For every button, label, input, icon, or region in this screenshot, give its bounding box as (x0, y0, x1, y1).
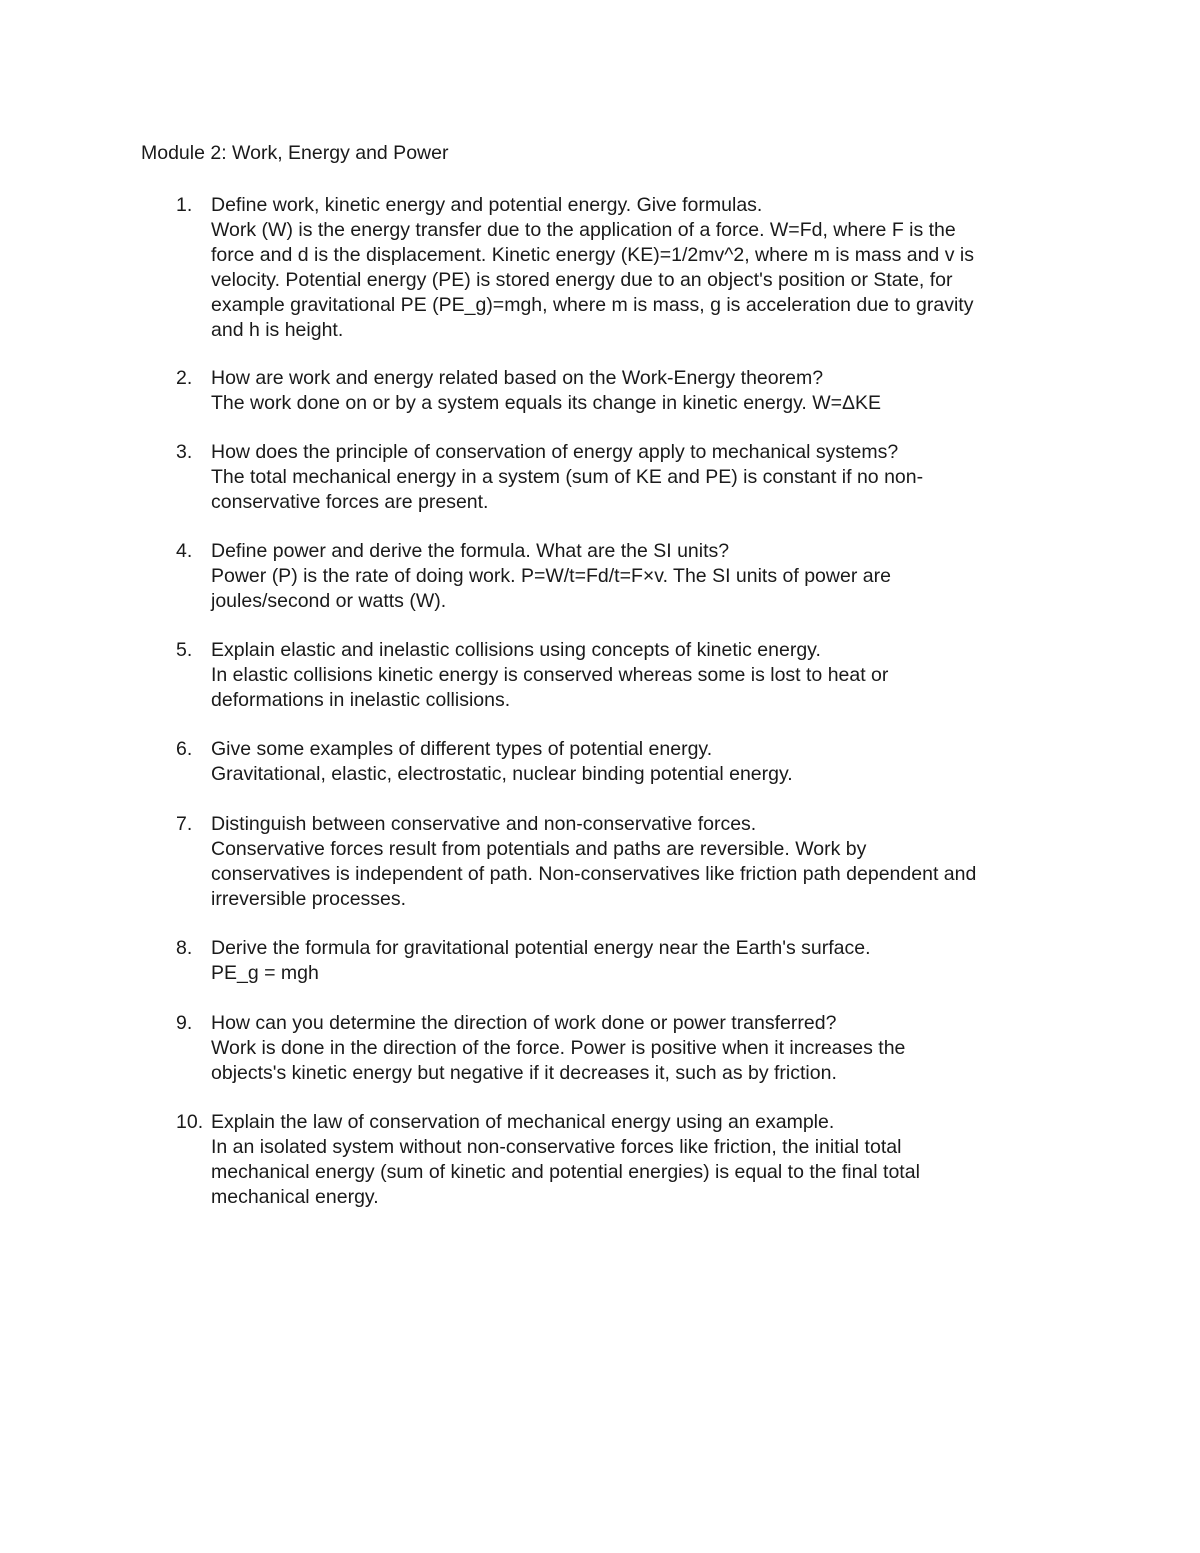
answer-line: Power (P) is the rate of doing work. P=W/t=Fd/t=F×v. The SI units of power are (211, 565, 891, 587)
question-body (211, 440, 1071, 515)
answer-text (211, 465, 1071, 515)
answer-line: deformations in inelastic collisions. (211, 689, 511, 711)
question-number: 1. (176, 194, 193, 216)
question-number: 3. (176, 441, 193, 463)
answer-line: example gravitational PE (PE_g)=mgh, where m is mass, g is acceleration due to gravity (211, 294, 974, 316)
answer-line: The work done on or by a system equals its change in kinetic energy. W=ΔKE (211, 392, 882, 414)
document-title: Module 2: Work, Energy and Power (141, 142, 449, 164)
question-body (211, 193, 1071, 343)
answer-line: PE_g = mgh (211, 962, 319, 984)
question-text: Derive the formula for gravitational potential energy near the Earth's surface. (211, 937, 871, 959)
answer-line: velocity. Potential energy (PE) is stored energy due to an object's position or State, for (211, 269, 953, 291)
answer-text (211, 391, 1071, 416)
answer-line: objects's kinetic energy but negative if it decreases it, such as by friction. (211, 1062, 837, 1084)
question-body (211, 539, 1071, 614)
answer-line: Work is done in the direction of the force. Power is positive when it increases the (211, 1037, 906, 1059)
question-number: 5. (176, 639, 193, 661)
question-body (211, 366, 1071, 416)
question-body (211, 812, 1071, 912)
answer-text (211, 961, 1071, 986)
answer-line: force and d is the displacement. Kinetic energy (KE)=1/2mv^2, where m is mass and v is (211, 244, 974, 266)
answer-line: mechanical energy. (211, 1186, 379, 1208)
question-text: Explain elastic and inelastic collisions using concepts of kinetic energy. (211, 639, 821, 661)
question-body (211, 638, 1071, 713)
answer-line: joules/second or watts (W). (211, 590, 447, 612)
answer-line: Conservative forces result from potentials and paths are reversible. Work by (211, 838, 867, 860)
question-number: 4. (176, 540, 193, 562)
question-number: 2. (176, 367, 193, 389)
question-text: How are work and energy related based on the Work-Energy theorem? (211, 367, 824, 389)
question-number: 8. (176, 937, 193, 959)
answer-line: mechanical energy (sum of kinetic and potential energies) is equal to the final total (211, 1161, 920, 1183)
question-body (211, 737, 1071, 787)
answer-text (211, 762, 1071, 787)
answer-line: and h is height. (211, 319, 344, 341)
question-body (211, 1110, 1071, 1210)
question-body (211, 936, 1071, 986)
question-text: Distinguish between conservative and non-conservative forces. (211, 813, 757, 835)
answer-line: conservatives is independent of path. Non-conservatives like friction path dependent and (211, 863, 977, 885)
answer-line: In an isolated system without non-conservative forces like friction, the initial total (211, 1136, 902, 1158)
question-text: How can you determine the direction of work done or power transferred? (211, 1012, 837, 1034)
question-number: 7. (176, 813, 193, 835)
answer-line: The total mechanical energy in a system (sum of KE and PE) is constant if no non- (211, 466, 924, 488)
question-number: 10. (176, 1111, 204, 1133)
answer-text (211, 1036, 1071, 1086)
answer-text (211, 837, 1071, 912)
question-number: 9. (176, 1012, 193, 1034)
question-text: Define power and derive the formula. What are the SI units? (211, 540, 730, 562)
question-text: Explain the law of conservation of mechanical energy using an example. (211, 1111, 835, 1133)
answer-line: In elastic collisions kinetic energy is conserved whereas some is lost to heat or (211, 664, 889, 686)
answer-text (211, 1135, 1071, 1210)
question-text: Define work, kinetic energy and potential energy. Give formulas. (211, 194, 763, 216)
answer-line: conservative forces are present. (211, 491, 489, 513)
answer-text (211, 564, 1071, 614)
question-number: 6. (176, 738, 193, 760)
answer-line: irreversible processes. (211, 888, 407, 910)
answer-line: Work (W) is the energy transfer due to the application of a force. W=Fd, where F is the (211, 219, 956, 241)
answer-line: Gravitational, elastic, electrostatic, nuclear binding potential energy. (211, 763, 793, 785)
question-text: How does the principle of conservation of energy apply to mechanical systems? (211, 441, 899, 463)
answer-text (211, 218, 1071, 343)
question-body (211, 1011, 1071, 1086)
answer-text (211, 663, 1071, 713)
question-text: Give some examples of different types of potential energy. (211, 738, 713, 760)
